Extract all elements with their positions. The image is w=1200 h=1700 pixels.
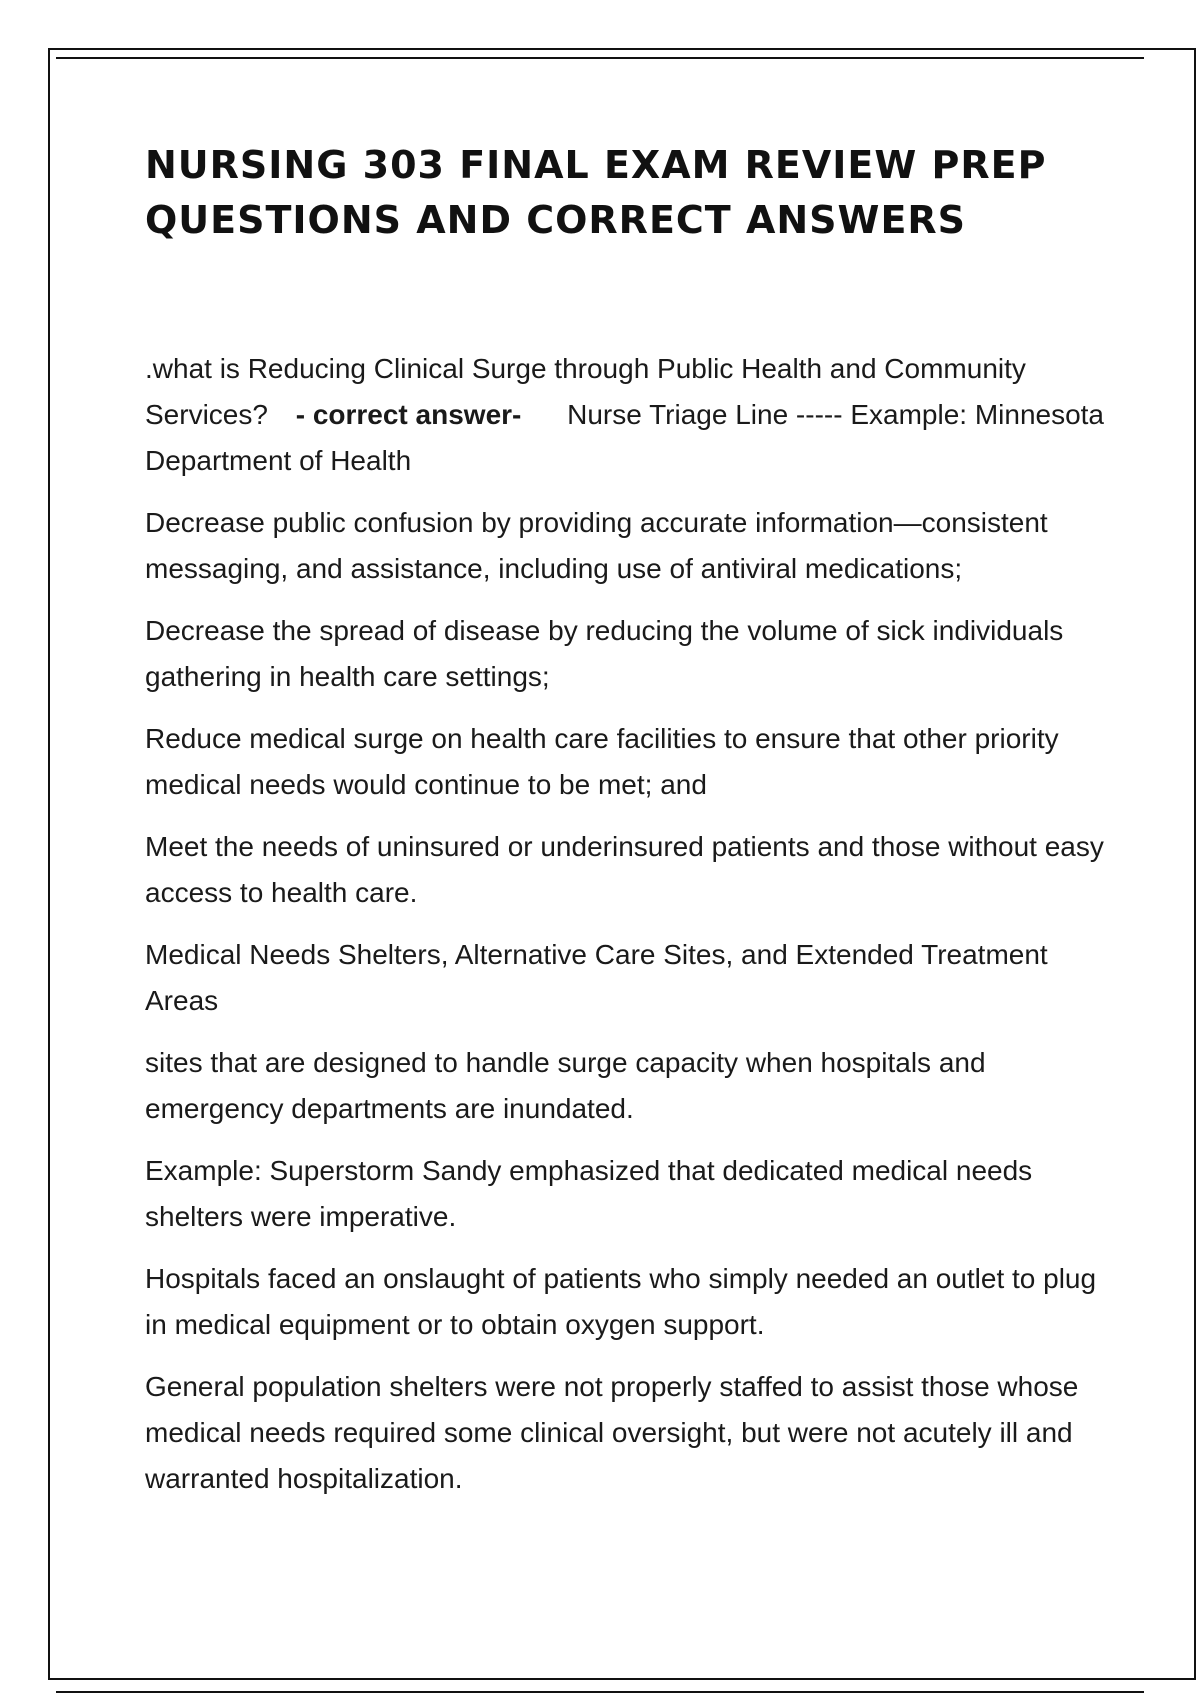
answer-text: Nurse Triage Line ----- Example: Minnesota Department of Health (145, 399, 1105, 476)
paragraph-7: Example: Superstorm Sandy emphasized that dedicated medical needs shelters were imperative. (145, 1155, 1033, 1232)
question-text: .what is Reducing Clinical Surge through Public Health and Community Services? (145, 353, 1026, 430)
paragraph-9: General population shelters were not properly staffed to assist those whose medical needs required some clinical oversight, but were not acutely ill and warranted hospitalization. (145, 1371, 1079, 1494)
paragraph-8: Hospitals faced an onslaught of patients who simply needed an outlet to plug in medical equipment or to obtain oxygen support. (145, 1263, 1097, 1340)
paragraph-2: Decrease the spread of disease by reducing the volume of sick individuals gathering in health care settings; (145, 615, 1064, 692)
paragraph-6: sites that are designed to handle surge capacity when hospitals and emergency departments are inundated. (145, 1047, 986, 1124)
footer-rule (56, 1691, 1144, 1693)
document-content (145, 138, 1105, 1518)
document-body (145, 346, 1105, 1502)
question-paragraph (145, 346, 1105, 484)
paragraph-5: Medical Needs Shelters, Alternative Care Sites, and Extended Treatment Areas (145, 939, 1048, 1016)
document-title: NURSING 303 FINAL EXAM REVIEW PREP QUESTIONS AND CORRECT ANSWERS (145, 143, 1047, 242)
paragraph-4: Meet the needs of uninsured or underinsured patients and those without easy access to health care. (145, 831, 1104, 908)
answer-label: - correct answer- (295, 399, 522, 430)
paragraph-3: Reduce medical surge on health care facilities to ensure that other priority medical needs would continue to be met; and (145, 723, 1059, 800)
paragraph-1: Decrease public confusion by providing accurate information—consistent messaging, and assistance, including use of antiviral medications; (145, 507, 1048, 584)
header-rule (56, 57, 1144, 59)
